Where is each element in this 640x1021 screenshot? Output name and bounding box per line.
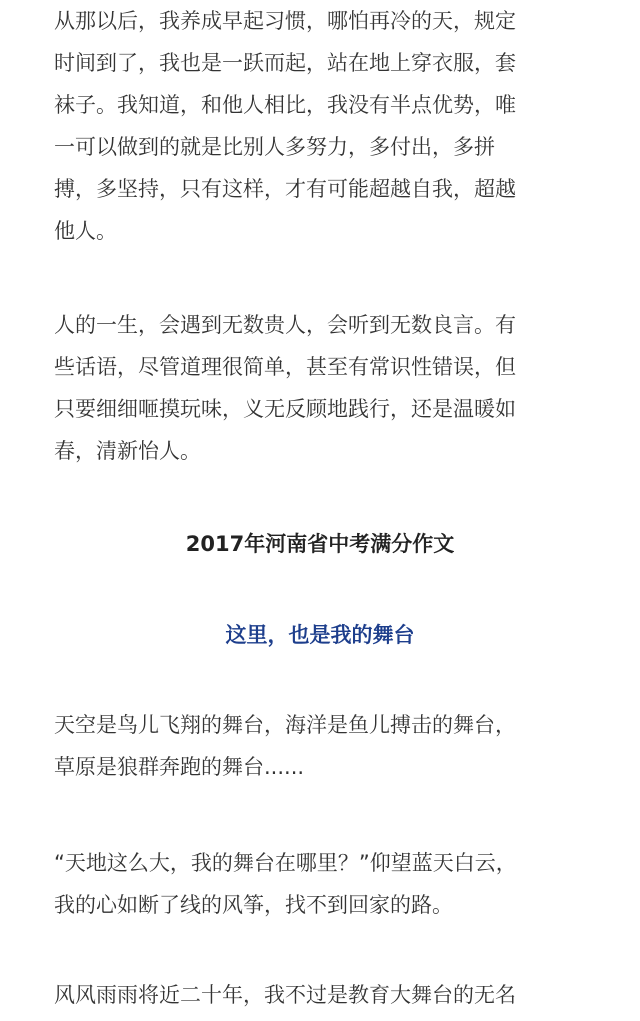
essay-title: 这里，也是我的舞台 [225, 623, 415, 647]
text-line: 些话语，尽管道理很简单，甚至有常识性错误，但 [54, 355, 516, 379]
text-line: “天地这么大，我的舞台在哪里？”仰望蓝天白云， [54, 851, 517, 875]
section-heading: 2017年河南省中考满分作文 [185, 532, 455, 556]
text-line: 一可以做到的就是比别人多努力，多付出，多拼 [54, 135, 495, 159]
paragraph-life-advice [54, 304, 594, 472]
text-line: 天空是鸟儿飞翔的舞台，海洋是鱼儿搏击的舞台， [54, 713, 516, 737]
paragraph-early-rising [54, 0, 594, 252]
text-line: 从那以后，我养成早起习惯，哪怕再冷的天，规定 [54, 9, 516, 33]
text-line: 我的心如断了线的风筝，找不到回家的路。 [54, 893, 453, 917]
text-line: 人的一生，会遇到无数贵人，会听到无数良言。有 [54, 313, 516, 337]
text-line: 搏，多坚持，只有这样，才有可能超越自我，超越 [54, 177, 516, 201]
paragraph-twenty-years [54, 974, 594, 1016]
paragraph-where-is-my-stage [54, 842, 594, 926]
text-line: 只要细细咂摸玩味，义无反顾地践行，还是温暖如 [54, 397, 516, 421]
text-line: 他人。 [54, 219, 117, 243]
text-line: 春，清新怡人。 [54, 439, 201, 463]
text-line: 风风雨雨将近二十年，我不过是教育大舞台的无名 [54, 983, 516, 1007]
text-line: 袜子。我知道，和他人相比，我没有半点优势，唯 [54, 93, 516, 117]
paragraph-stages [54, 704, 594, 788]
text-line: 时间到了，我也是一跃而起，站在地上穿衣服，套 [54, 51, 516, 75]
text-line: 草原是狼群奔跑的舞台...... [54, 755, 305, 779]
